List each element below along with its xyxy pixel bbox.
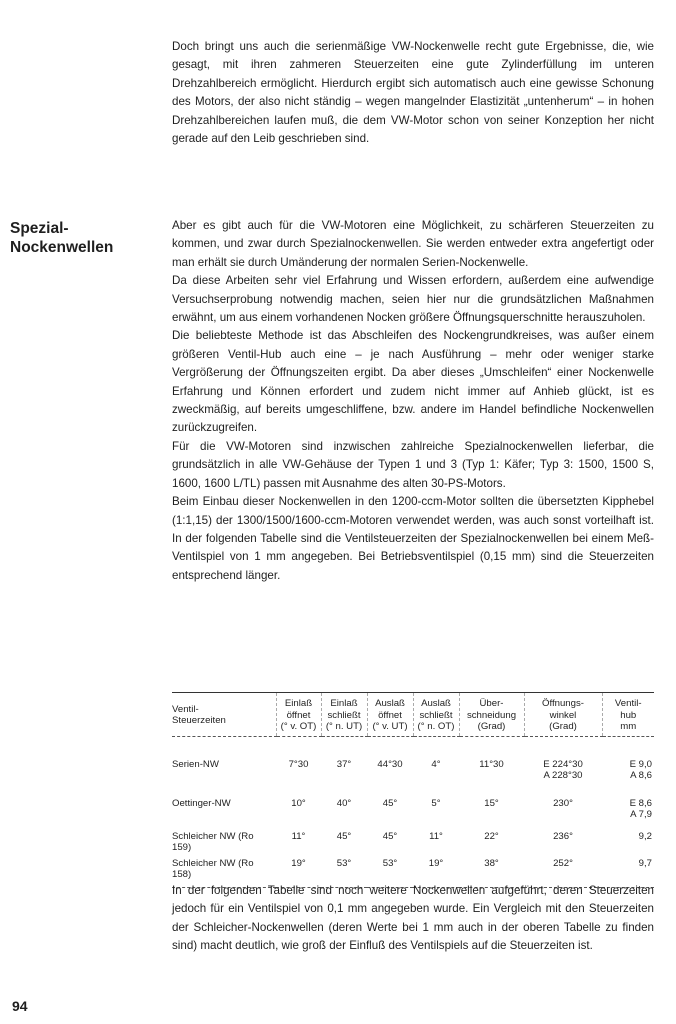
cell-intake-opens: 11° (291, 830, 306, 842)
cell-exhaust-opens: 45° (382, 797, 398, 809)
header-opening-angle (524, 693, 602, 737)
section-heading-line1: Spezial- (10, 220, 69, 237)
valve-timing-table (172, 692, 654, 888)
section-body (172, 217, 654, 585)
cell-line: A 8,6 (630, 770, 652, 781)
header-line: Auslaß (375, 698, 405, 709)
body-paragraph: Die beliebteste Methode ist das Abschleifen des Nockengrundkreises, was außer einem größeren Ventil-Hub auch eine – je nach Ausführung – mehr oder weniger starke Vergrößerung der Öffnungszeiten ergibt. Da aber dieses „Umschleifen“ einer Nockenwelle Erfahrung und Können erfordert und zudem nicht immer auf Anhieb glückt, ist es zweckmäßig, auf bereits umgeschliffene, bzw. andere im Handel befindliche Nockenwellen zurückzugreifen. (172, 329, 654, 435)
cell-opening-angle: 236° (553, 830, 573, 842)
cell-valve-lift (602, 736, 654, 784)
body-paragraph: Aber es gibt auch für die VW-Motoren eine Möglichkeit, zu schärferen Steuerzeiten zu kommen, und zwar durch Spezialnockenwellen. Sie werden entweder extra angefertigt oder man erhält sie durch Umänderung der normalen Serien-Nockenwelle. (172, 219, 654, 269)
table-row (172, 784, 654, 823)
cell-opening-angle (524, 784, 602, 823)
header-line: öffnet (378, 709, 402, 721)
outro-text: In der folgenden Tabelle sind noch weitere Nockenwellen aufgeführt, deren Steuerzeiten jedoch für ein Ventilspiel von 0,1 mm angegeben wurde. Ein Vergleich mit den Steuerzeiten der Schleicher-Nockenwellen (deren Werte bei 1 mm auch in der oberen Tabelle zu finden sind) macht deutlich, wie groß der Einfluß des Ventilspiels auf die Steuerzeiten ist. (172, 884, 654, 953)
row-name: Serien-NW (172, 758, 219, 770)
row-name: Schleicher NW (Ro 159) (172, 830, 254, 853)
cell-overlap: 15° (484, 797, 499, 809)
cell-exhaust-closes: 11° (429, 830, 443, 842)
cell-line: A 228°30 (543, 770, 583, 781)
header-line: (° n. OT) (417, 721, 455, 732)
cell-exhaust-closes: 4° (431, 758, 441, 770)
cell-line: E 8,6 (629, 797, 652, 809)
cell-valve-lift: 9,7 (638, 857, 652, 869)
cell-intake-closes: 45° (336, 830, 352, 842)
intro-paragraph (172, 38, 654, 148)
row-name: Oettinger-NW (172, 797, 231, 809)
header-line: mm (620, 721, 637, 732)
header-line: hub (620, 709, 637, 721)
header-line: Einlaß (284, 698, 313, 709)
header-line: schließt (419, 709, 453, 721)
body-paragraph: Für die VW-Motoren sind inzwischen zahlreiche Spezialnockenwellen lieferbar, die grundsätzlich in alle VW-Gehäuse der Typen 1 und 3 (Typ 1: Käfer; Typ 3: 1500, 1500 S, 1600, 1600 L/TL) passen mit Ausnahme des alten 30-PS-Motors. (172, 439, 654, 490)
header-line: Ventil- (614, 698, 642, 709)
header-line: (Grad) (477, 721, 506, 732)
header-line: (° n. UT) (325, 721, 363, 732)
page-number: 94 (12, 998, 28, 1014)
outro-paragraph (172, 882, 654, 956)
cell-intake-opens: 10° (291, 797, 306, 809)
header-intake-closes (321, 693, 367, 737)
header-line: Einlaß (330, 698, 358, 709)
cell-exhaust-closes: 5° (431, 797, 441, 809)
cell-intake-closes: 40° (336, 797, 352, 809)
cell-intake-opens: 19° (291, 857, 306, 869)
header-line: Öffnungs- (542, 698, 584, 709)
header-exhaust-closes (413, 693, 459, 737)
header-valve-timing (172, 693, 276, 737)
header-intake-opens (276, 693, 321, 737)
cell-intake-opens: 7°30 (288, 758, 309, 770)
cell-valve-lift (602, 784, 654, 823)
header-line: Steuerzeiten (172, 715, 226, 727)
cell-overlap: 22° (484, 830, 499, 842)
cell-overlap: 11°30 (479, 758, 504, 770)
header-line: schneidung (466, 709, 517, 721)
table-row (172, 736, 654, 784)
cell-opening-angle: 252° (553, 857, 573, 869)
header-line: Auslaß (421, 698, 451, 709)
cell-intake-closes: 37° (336, 758, 352, 770)
header-line: öffnet (286, 709, 311, 721)
cell-exhaust-closes: 19° (428, 857, 444, 869)
header-line: Ventil- (172, 703, 199, 715)
body-paragraph: Beim Einbau dieser Nockenwellen in den 1200-ccm-Motor sollten die übersetzten Kipphebel (1:1,15) der 1300/1500/1600-ccm-Motoren verwendet werden, was auch sonst vorteilhaft ist. In der folgenden Tabelle sind die Ventilsteuerzeiten der Spezialnockenwellen bei einem Meß-Ventilspiel von 1 mm angegeben. Bei Betriebsventilspiel (0,15 mm) sind die Steuerzeiten entsprechend länger. (172, 495, 654, 582)
header-line: winkel (549, 709, 577, 721)
cell-exhaust-opens: 53° (382, 857, 398, 869)
header-line: Über- (479, 698, 504, 709)
cell-overlap: 38° (484, 857, 499, 869)
section-heading (10, 219, 113, 257)
section-heading-line2: Nockenwellen (10, 239, 114, 256)
header-exhaust-opens (367, 693, 413, 737)
cell-line: E 9,0 (629, 758, 652, 770)
header-overlap (459, 693, 524, 737)
cell-exhaust-opens: 44°30 (377, 758, 403, 770)
header-line: schließt (327, 709, 361, 721)
cell-line: A 7,9 (630, 809, 652, 820)
cell-valve-lift: 9,2 (638, 830, 652, 842)
table-header-row (172, 693, 654, 737)
table-row (172, 823, 654, 856)
cell-intake-closes: 53° (336, 857, 352, 869)
cell-line: E 224°30 (543, 758, 583, 770)
header-line: (Grad) (549, 721, 577, 732)
body-paragraph: Da diese Arbeiten sehr viel Erfahrung und Wissen erfordern, außerdem eine aufwendige Versuchserprobung notwendig machen, seien hier nur die grundsätzlichen Maßnahmen erwähnt, um aus einem vorhandenen Nocken größere Öffnungsquerschnitte herauszuholen. (172, 274, 654, 325)
header-line: (° v. OT) (280, 721, 317, 732)
header-line: (° v. UT) (372, 721, 408, 732)
header-valve-lift (602, 693, 654, 737)
cell-line: 230° (553, 797, 573, 809)
row-name: Schleicher NW (Ro 158) (172, 857, 254, 880)
intro-text: Doch bringt uns auch die serienmäßige VW-Nockenwelle recht gute Ergebnisse, die, wie gesagt, mit ihren zahmeren Steuerzeiten eine gute Zylinderfüllung im unteren Drehzahlbereich ermöglicht. Hierdurch ergibt sich automatisch auch eine gewisse Schonung des Motors, der also nicht ständig – wegen mangelnder Elastizität „untenherum“ – in hohen Drehzahlbereichen laufen muß, die dem VW-Motor schon von seiner Konzeption her nicht gerade auf den Leib geschrieben sind. (172, 40, 654, 146)
cell-opening-angle (524, 736, 602, 784)
cell-exhaust-opens: 45° (382, 830, 398, 842)
